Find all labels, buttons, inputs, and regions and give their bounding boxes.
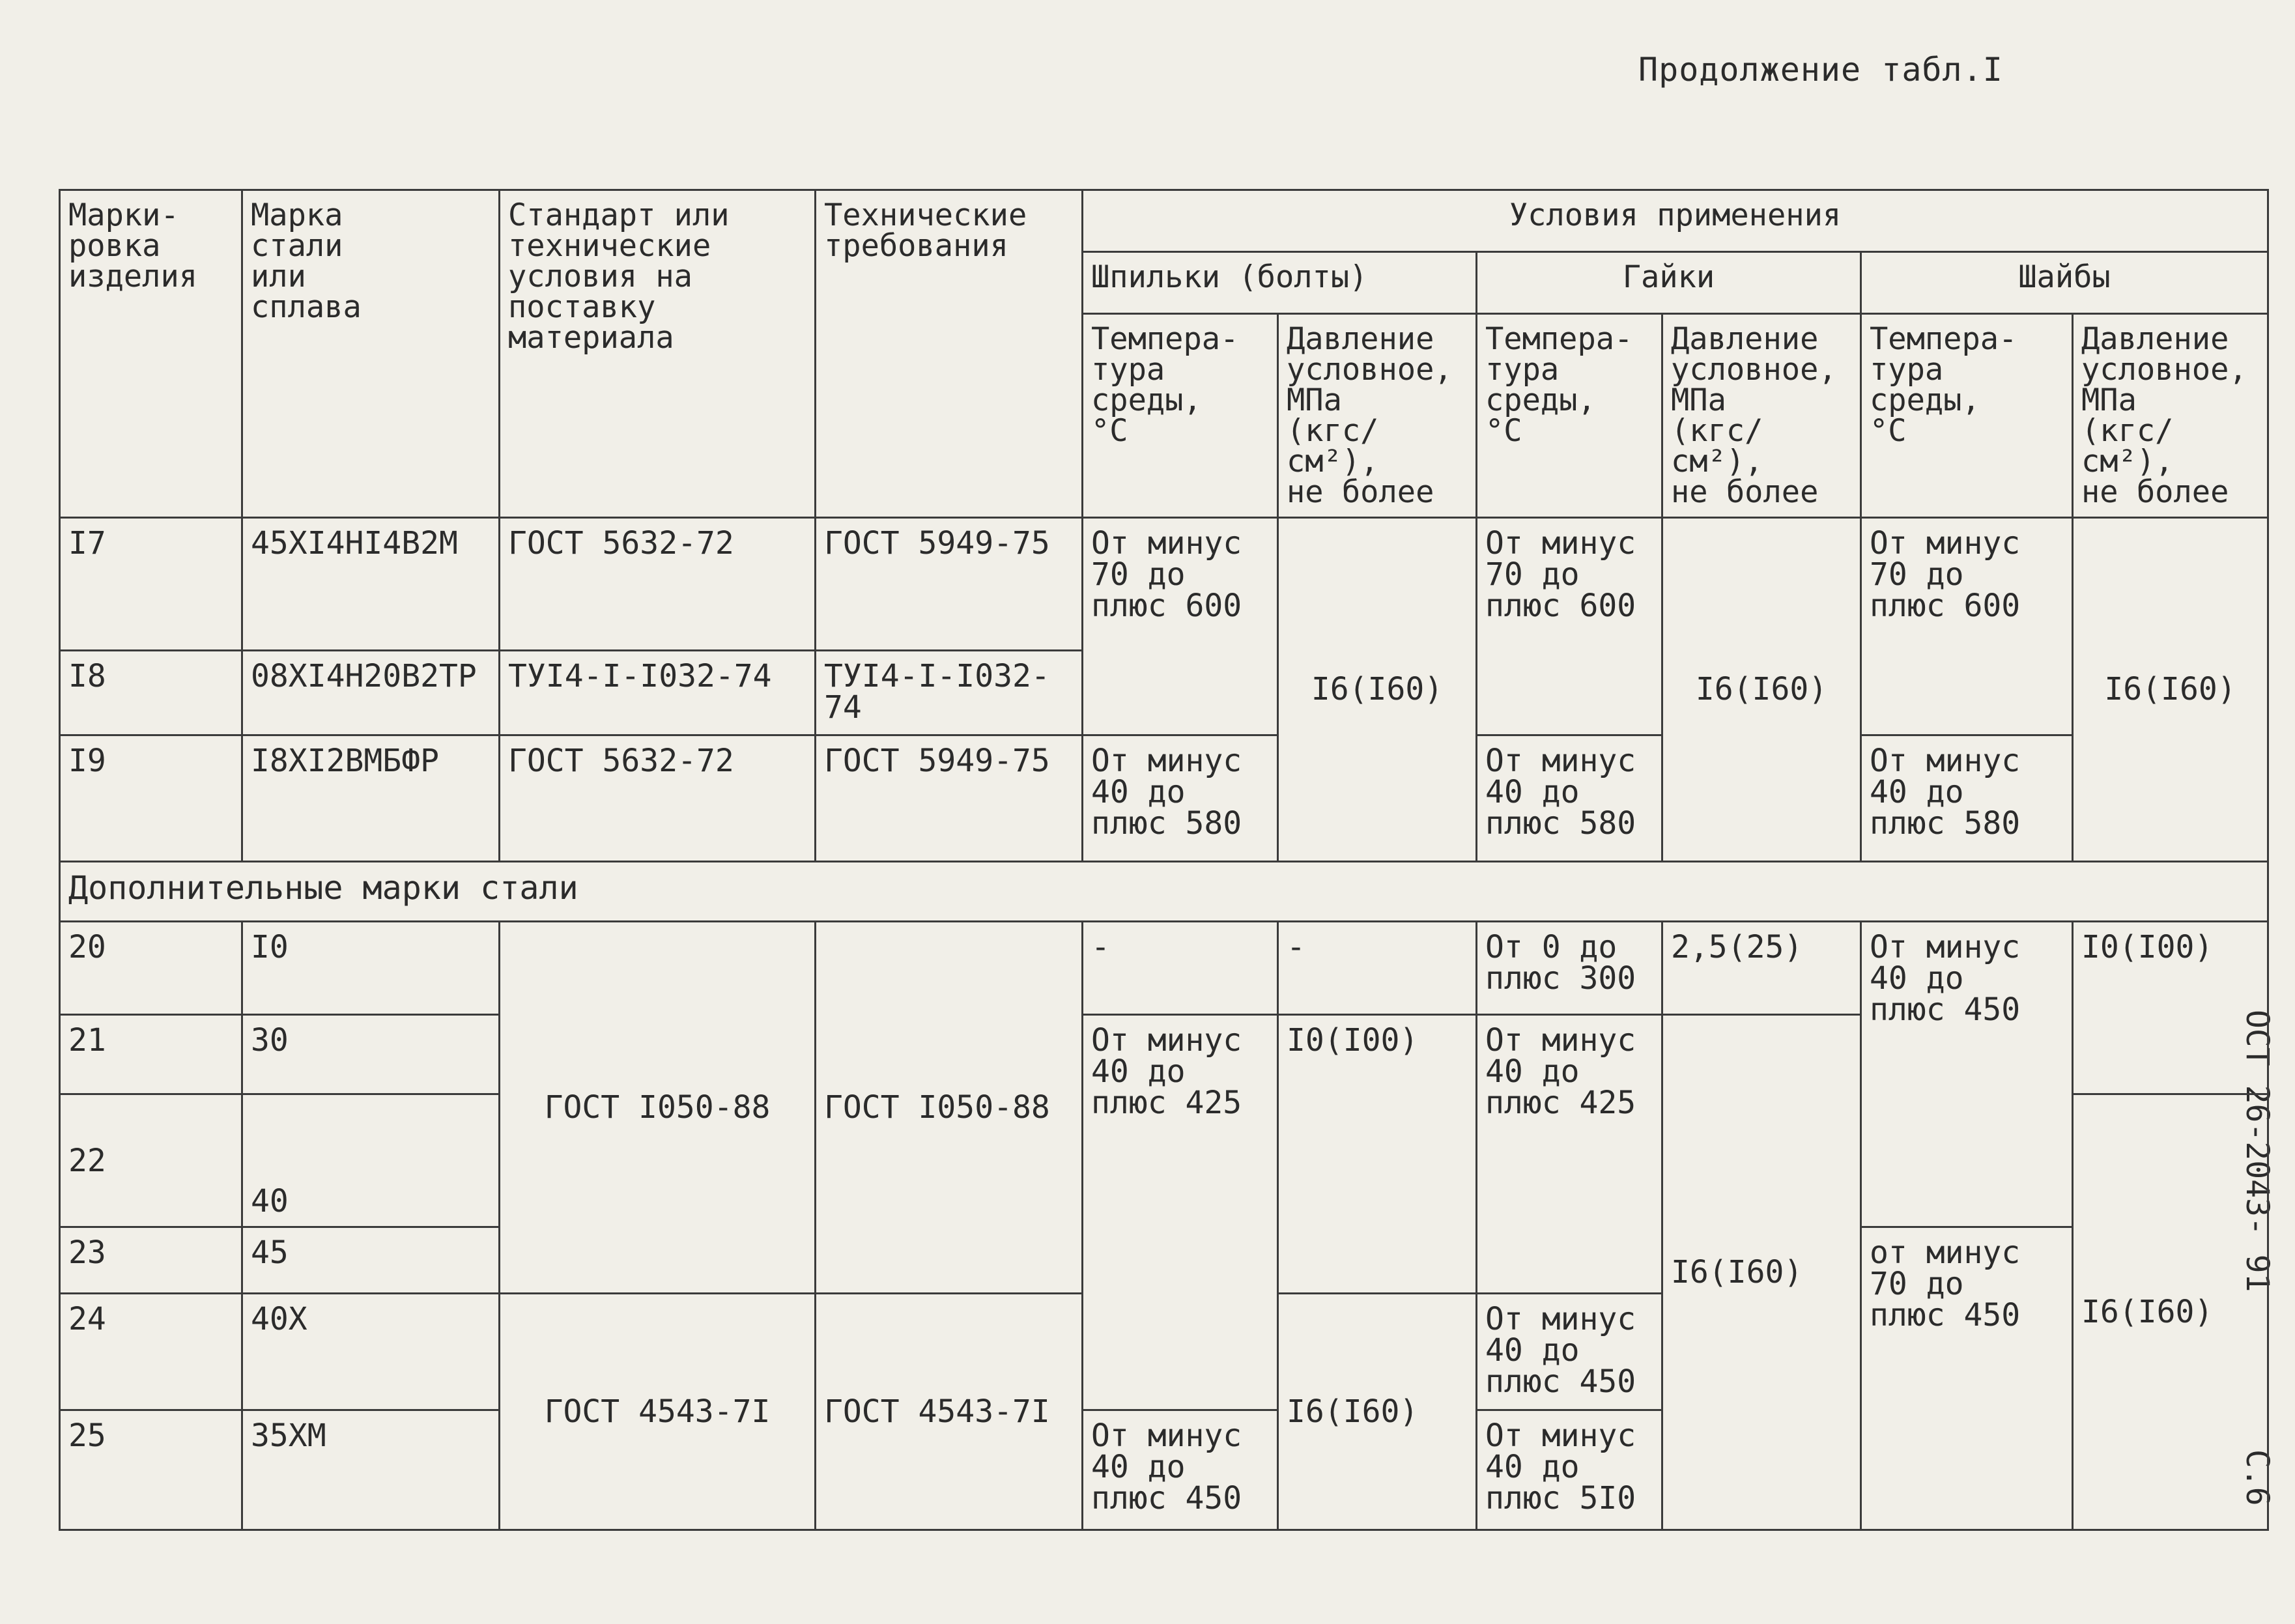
row-nut-temp: От минус 40 до плюс 425 [1477, 1014, 1662, 1294]
row-stud-pressure: I6(I60) [1278, 1294, 1477, 1530]
row-marking: I7 [60, 518, 242, 651]
row-stud-temp: От минус 40 до плюс 450 [1083, 1410, 1278, 1530]
col-standard: Стандарт или технические условия на поставку материала [500, 190, 816, 518]
row-marking: 22 [60, 1094, 242, 1227]
row-grade: 30 [242, 1014, 500, 1094]
row-marking: 21 [60, 1014, 242, 1094]
section-title: Дополнительные марки стали [60, 861, 2268, 921]
row-grade: 08XI4H20B2TP [242, 651, 500, 735]
row-grade: 35XM [242, 1410, 500, 1530]
row-stud-temp: От минус 70 до плюс 600 [1083, 518, 1278, 735]
row-marking: 23 [60, 1227, 242, 1294]
row-washer-temp: От минус 70 до плюс 600 [1861, 518, 2073, 735]
col-marking: Марки- ровка изделия [60, 190, 242, 518]
row-stud-temp: От минус 40 до плюс 580 [1083, 735, 1278, 861]
row-grade: 40 [242, 1094, 500, 1227]
row-tech: ГОСТ I050-88 [816, 921, 1083, 1294]
row-stud-pressure: - [1278, 921, 1477, 1014]
row-stud-pressure: I0(I00) [1278, 1014, 1477, 1294]
row-nut-temp: От минус 40 до плюс 580 [1477, 735, 1662, 861]
row-washer-pressure: I0(I00) [2073, 921, 2268, 1094]
standard-code-label: ОСТ 26-2043- 91 [2239, 1010, 2275, 1292]
table-row [60, 921, 2268, 1014]
col-studs-temp: Темпера- тура среды, °C [1083, 314, 1278, 518]
col-washers-pressure: Давление условное, МПа (кгс/см²), не более [2073, 314, 2268, 518]
materials-table [59, 189, 2269, 1531]
row-marking: I8 [60, 651, 242, 735]
row-grade: I0 [242, 921, 500, 1014]
table-row [60, 735, 2268, 861]
row-washer-pressure: I6(I60) [2073, 518, 2268, 862]
row-grade: 40X [242, 1294, 500, 1410]
row-stud-temp: От минус 40 до плюс 425 [1083, 1014, 1278, 1410]
row-washer-temp: от минус 70 до плюс 450 [1861, 1227, 2073, 1530]
row-standard: ГОСТ I050-88 [500, 921, 816, 1294]
row-standard: ТУI4-I-I032-74 [500, 651, 816, 735]
col-studs-pressure: Давление условное, МПа (кгс/см²), не более [1278, 314, 1477, 518]
row-standard: ГОСТ 5632-72 [500, 735, 816, 861]
row-washer-temp: От минус 40 до плюс 450 [1861, 921, 2073, 1227]
col-nuts-pressure: Давление условное, МПа (кгс/см²), не более [1662, 314, 1861, 518]
row-tech: ТУI4-I-I032-74 [816, 651, 1083, 735]
table-body [60, 518, 2268, 1530]
row-stud-pressure: I6(I60) [1278, 518, 1477, 862]
row-standard: ГОСТ 5632-72 [500, 518, 816, 651]
col-washers-temp: Темпера- тура среды, °C [1861, 314, 2073, 518]
row-tech: ГОСТ 5949-75 [816, 735, 1083, 861]
col-grade: Марка стали или сплава [242, 190, 500, 518]
row-standard: ГОСТ 4543-7I [500, 1294, 816, 1530]
section-row [60, 861, 2268, 921]
table-continuation-header: Продолжение табл.I [1638, 51, 2003, 89]
row-washer-pressure: I6(I60) [2073, 1094, 2268, 1530]
row-stud-temp: - [1083, 921, 1278, 1014]
row-nut-temp: От 0 до плюс 300 [1477, 921, 1662, 1014]
row-grade: 45XI4HI4B2M [242, 518, 500, 651]
row-nut-pressure: 2,5(25) [1662, 921, 1861, 1014]
page-number-label: С.6 [2239, 1449, 2275, 1506]
row-marking: 25 [60, 1410, 242, 1530]
row-nut-temp: От минус 40 до плюс 5I0 [1477, 1410, 1662, 1530]
table-header [60, 190, 2268, 518]
col-conditions: Условия применения [1083, 190, 2268, 252]
row-tech: ГОСТ 4543-7I [816, 1294, 1083, 1530]
row-marking: 24 [60, 1294, 242, 1410]
row-grade: I8XI2BMБФP [242, 735, 500, 861]
col-nuts: Гайки [1477, 252, 1861, 314]
col-washers: Шайбы [1861, 252, 2268, 314]
col-tech: Технические требования [816, 190, 1083, 518]
row-nut-pressure: I6(I60) [1662, 518, 1861, 862]
col-studs: Шпильки (болты) [1083, 252, 1477, 314]
row-nut-temp: От минус 70 до плюс 600 [1477, 518, 1662, 735]
row-marking: 20 [60, 921, 242, 1014]
row-nut-temp: От минус 40 до плюс 450 [1477, 1294, 1662, 1410]
table-row [60, 518, 2268, 651]
row-tech: ГОСТ 5949-75 [816, 518, 1083, 651]
row-nut-pressure: I6(I60) [1662, 1014, 1861, 1530]
row-marking: I9 [60, 735, 242, 861]
row-washer-temp: От минус 40 до плюс 580 [1861, 735, 2073, 861]
row-grade: 45 [242, 1227, 500, 1294]
col-nuts-temp: Темпера- тура среды, °C [1477, 314, 1662, 518]
